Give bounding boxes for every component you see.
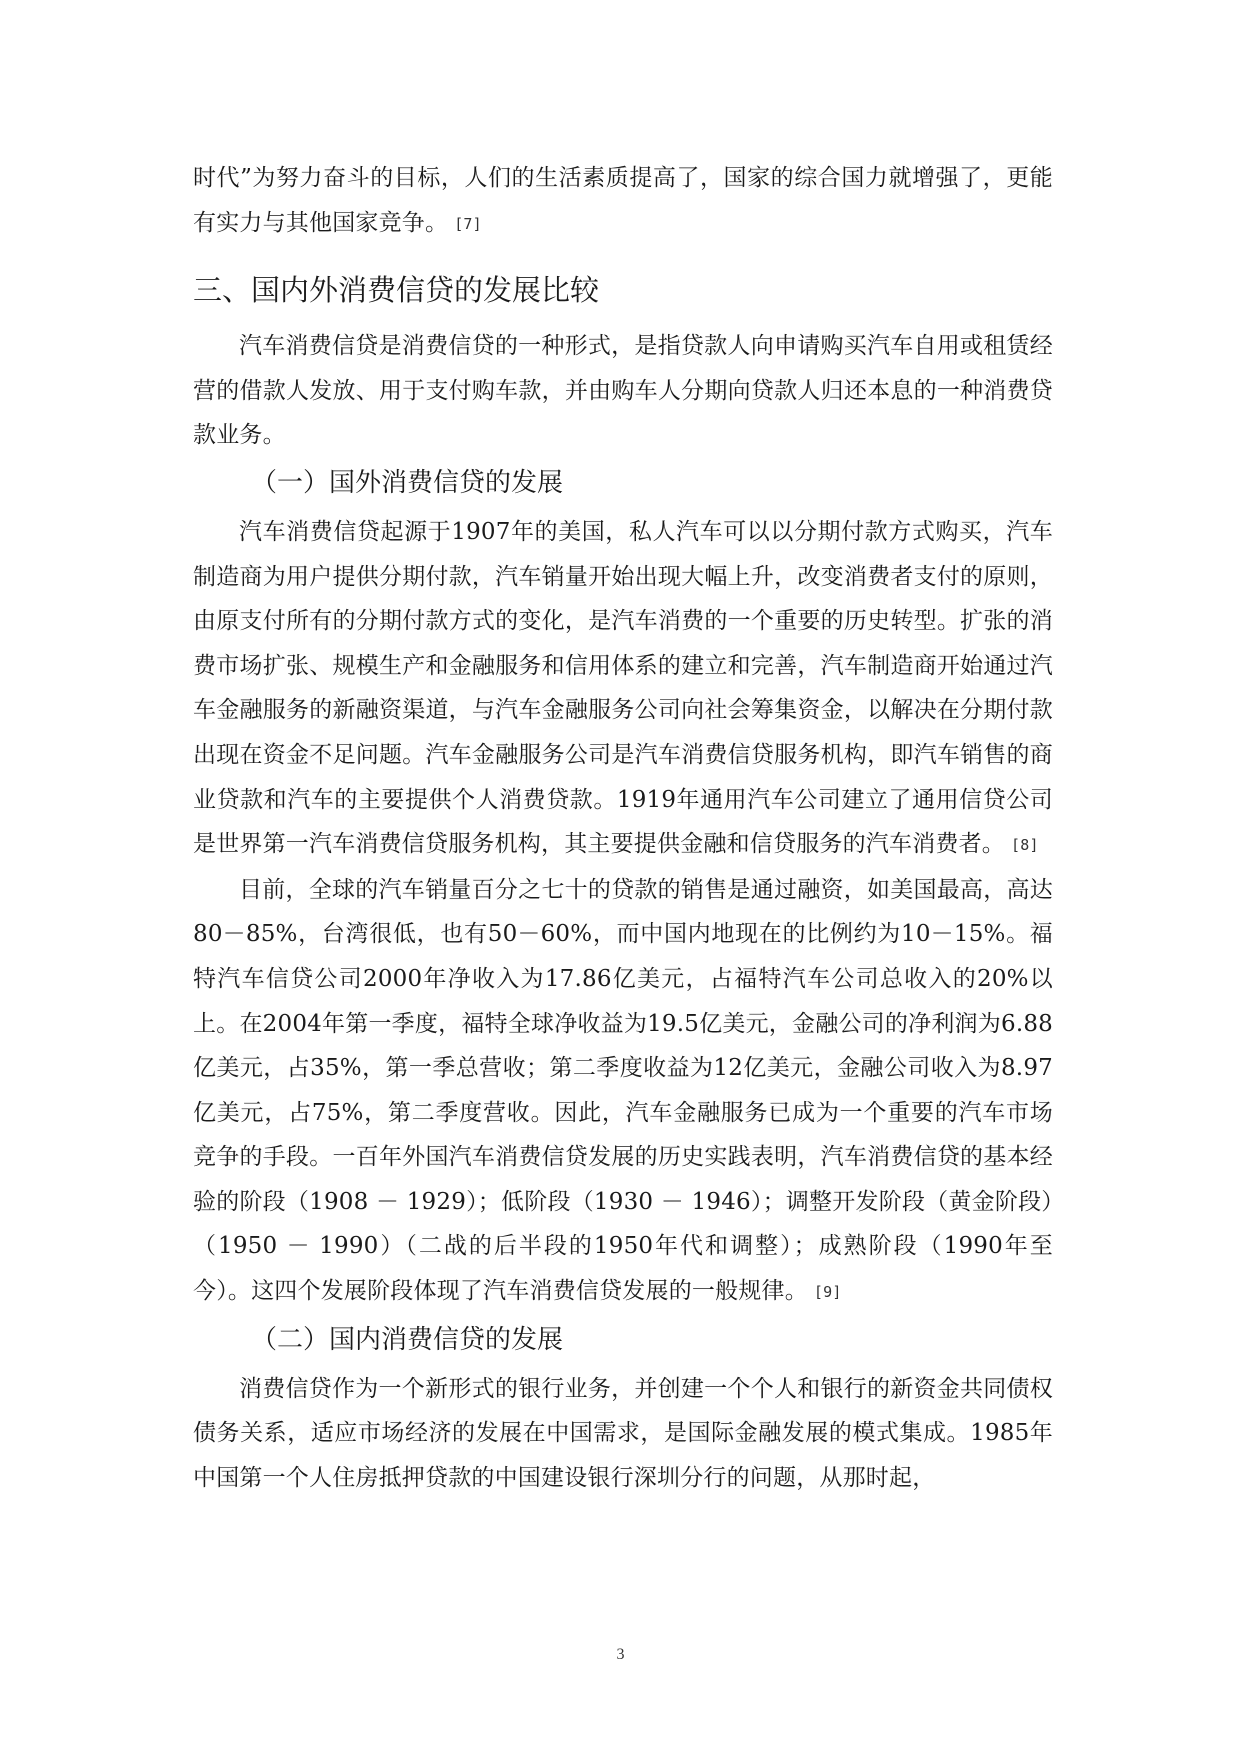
intro-paragraph-text: 时代”为努力奋斗的目标，人们的生活素质提高了，国家的综合国力就增强了，更能有实力与其他国家竞争。 <box>193 165 1053 236</box>
citation-8: [8] <box>1011 836 1039 855</box>
subsection-1-paragraph-1 <box>193 510 1053 868</box>
intro-paragraph <box>193 156 1053 246</box>
subsection-1-paragraph-2-text: 目前，全球的汽车销量百分之七十的贷款的销售是通过融资，如美国最高，高达80－85%，台湾很低，也有50－60%，而中国内地现在的比例约为10－15%。福特汽车信贷公司2000年净收入为17.86亿美元，占福特汽车公司总收入的20%以上。在2004年第一季度，福特全球净收益为19.5亿美元，金融公司的净利润为6.88亿美元，占35%，第一季总营收；第二季度收益为12亿美元，金融公司收入为8.97亿美元，占75%，第二季度营收。因此，汽车金融服务已成为一个重要的汽车市场竞争的手段。一百年外国汽车消费信贷发展的历史实践表明，汽车消费信贷的基本经验的阶段（1908 － 1929）；低阶段（1930 － 1946）；调整开发阶段（黄金阶段）（1950 － 1990）（二战的后半段的1950年代和调整）；成熟阶段（1990年至今）。这四个发展阶段体现了汽车消费信贷发展的一般规律。 <box>193 876 1053 1305</box>
section-intro-paragraph: 汽车消费信贷是消费信贷的一种形式，是指贷款人向申请购买汽车自用或租赁经营的借款人发放、用于支付购车款，并由购车人分期向贷款人归还本息的一种消费贷款业务。 <box>193 333 1053 449</box>
subsection-2-heading: （二）国内消费信贷的发展 <box>251 1324 564 1355</box>
subsection-1-paragraph-2 <box>193 868 1053 1315</box>
page-number: 3 <box>616 1646 625 1663</box>
subsection-2-paragraph-1: 消费信贷作为一个新形式的银行业务，并创建一个个人和银行的新资金共同债权债务关系，适应市场经济的发展在中国需求，是国际金融发展的模式集成。1985年中国第一个人住房抵押贷款的中国建设银行深圳分行的问题，从那时起， <box>193 1375 1053 1491</box>
page-body <box>193 156 1053 1500</box>
citation-9: [9] <box>813 1283 842 1302</box>
subsection-1-heading: （一）国外消费信贷的发展 <box>251 467 564 498</box>
subsection-1-paragraph-1-text: 汽车消费信贷起源于1907年的美国，私人汽车可以以分期付款方式购买，汽车制造商为用户提供分期付款，汽车销量开始出现大幅上升，改变消费者支付的原则，由原支付所有的分期付款方式的变化，是汽车消费的一个重要的历史转型。扩张的消费市场扩张、规模生产和金融服务和信用体系的建立和完善，汽车制造商开始通过汽车金融服务的新融资渠道，与汽车金融服务公司向社会筹集资金，以解决在分期付款出现在资金不足问题。汽车金融服务公司是汽车消费信贷服务机构，即汽车销售的商业贷款和汽车的主要提供个人消费贷款。1919年通用汽车公司建立了通用信贷公司是世界第一汽车消费信贷服务机构，其主要提供金融和信贷服务的汽车消费者。 <box>193 518 1053 858</box>
citation-7: [7] <box>454 214 482 233</box>
section-heading: 三、国内外消费信贷的发展比较 <box>193 273 600 308</box>
